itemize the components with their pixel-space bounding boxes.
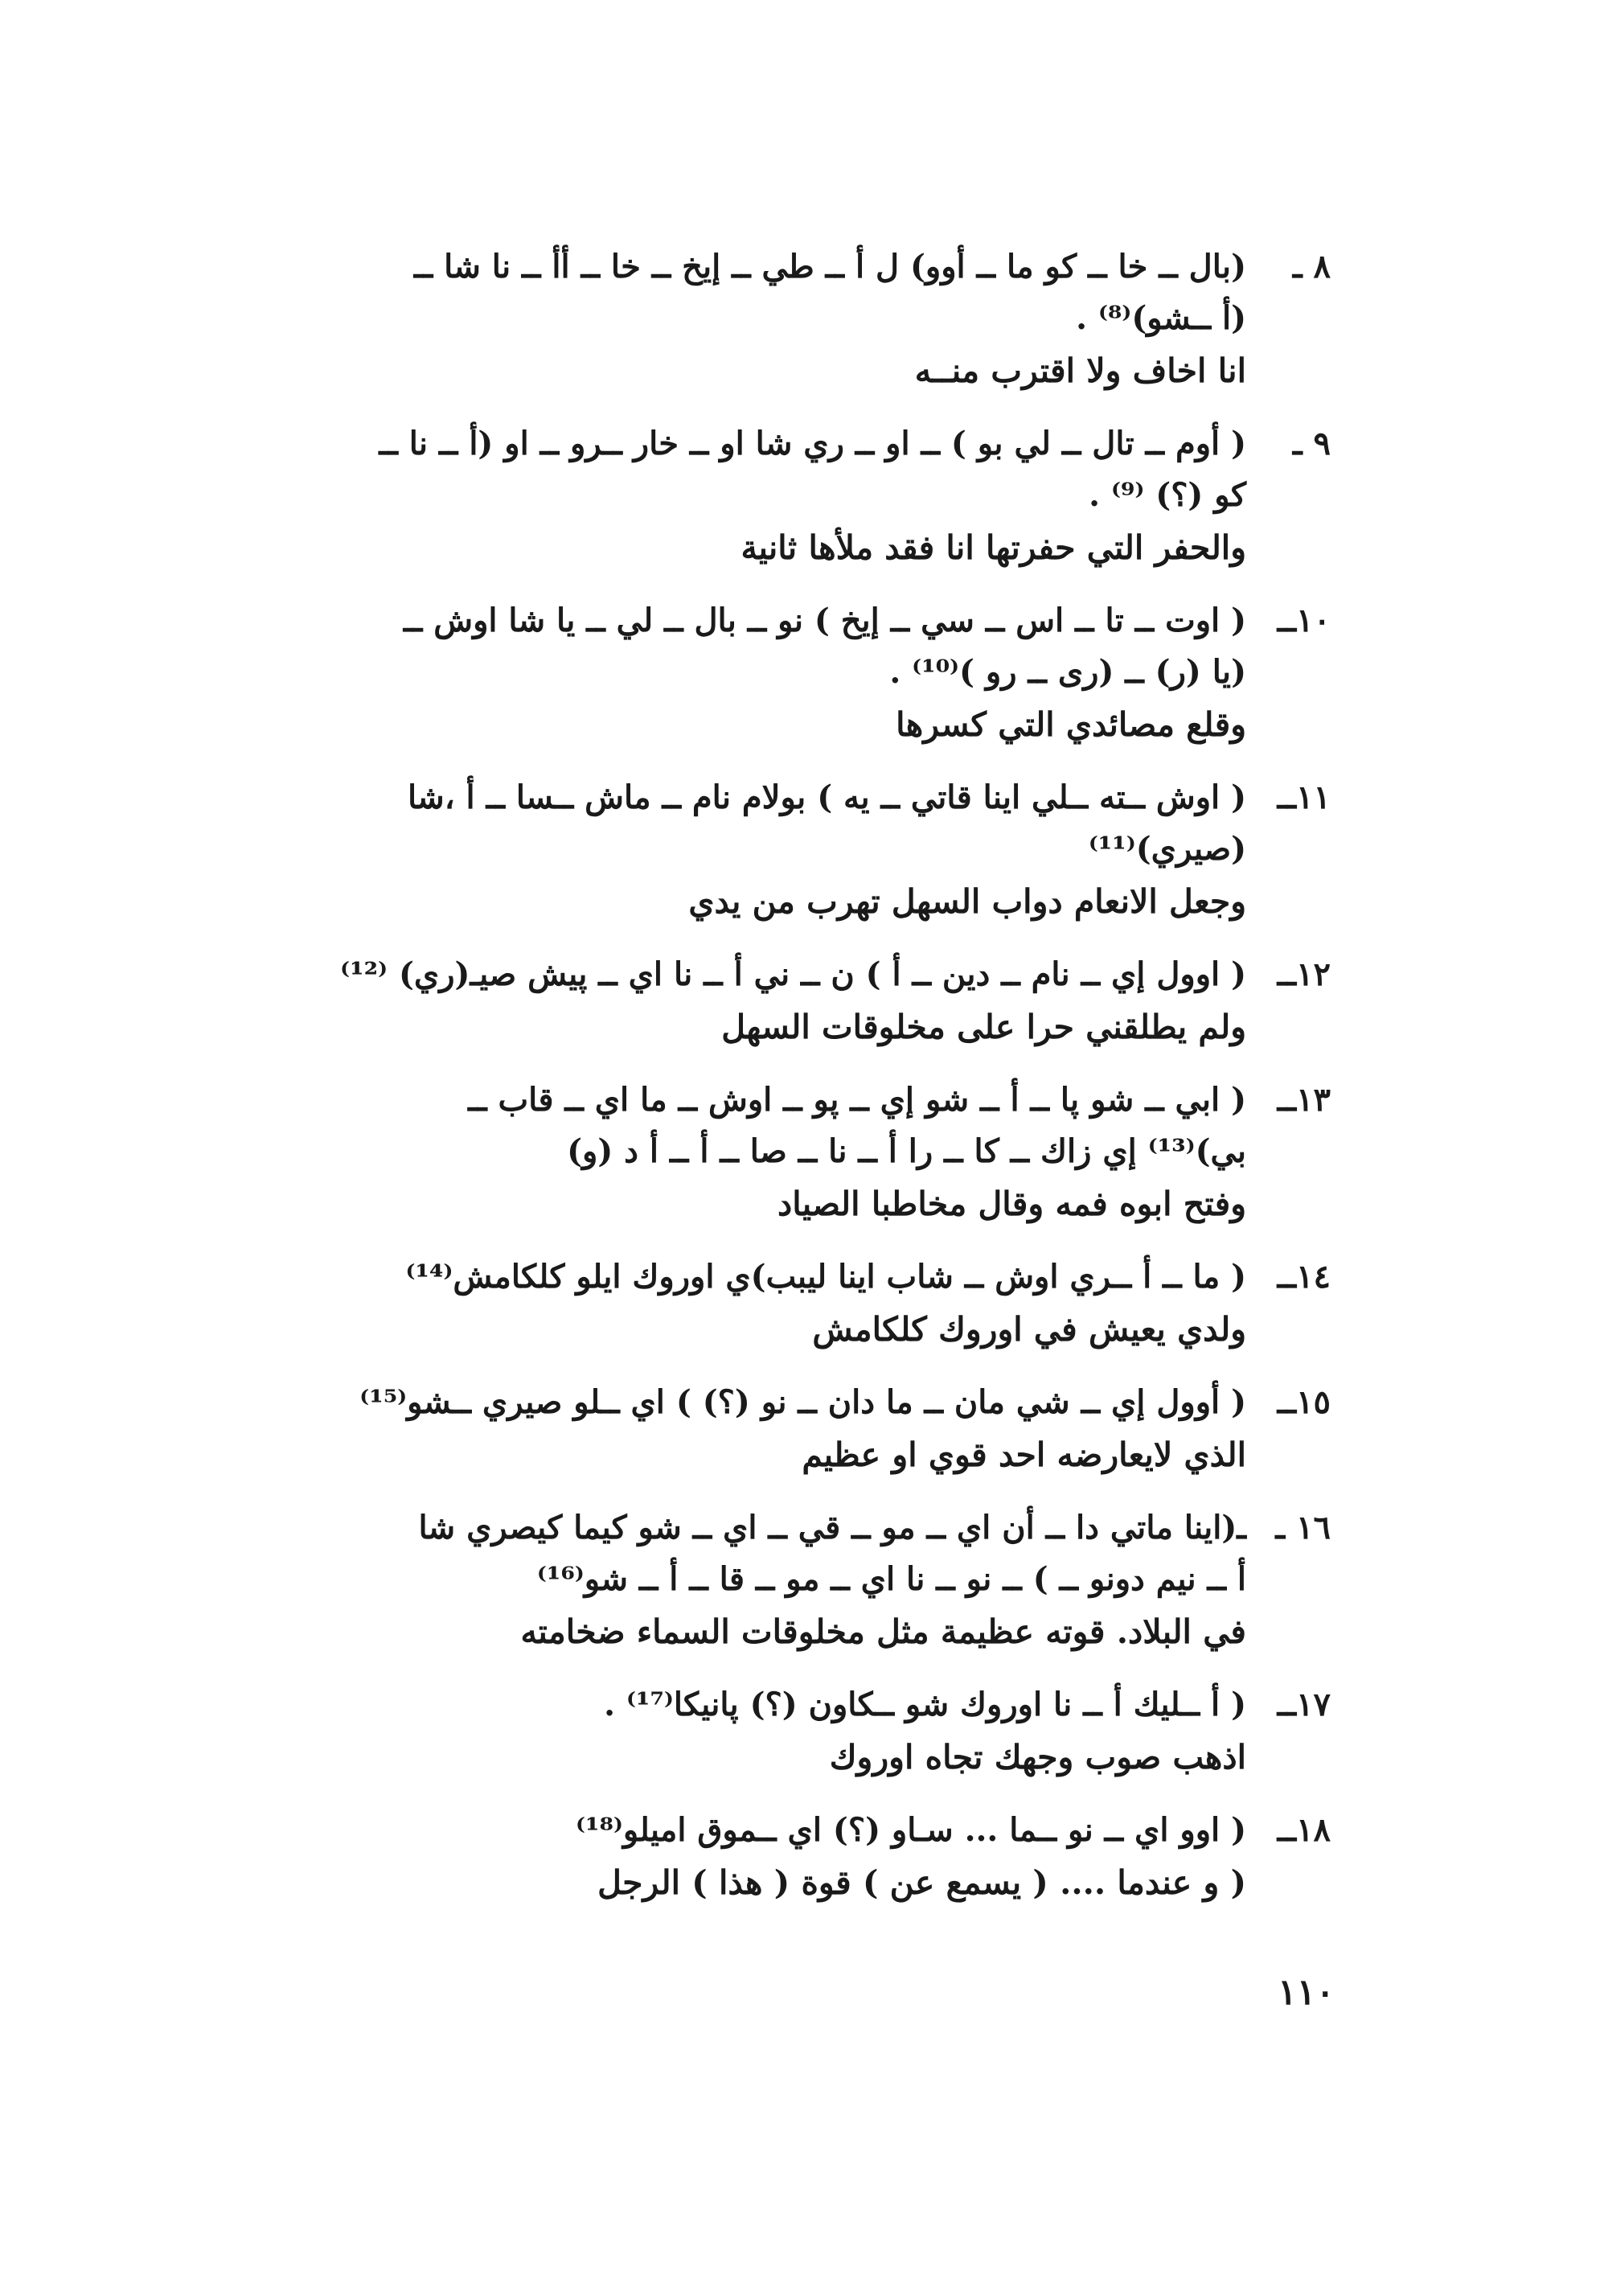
translation: وقلع مصائدي التي كسرها (896, 705, 1246, 744)
translation: ( و عندما .... ( يسمع عن ) قوة ( هذا ) الرجل (597, 1863, 1246, 1902)
entry-line (285, 1679, 1331, 1731)
transliteration: ( أوول إي ــ شي مان ــ ما دان ــ نو (؟) ) اي ــلو صيري ــشو⁽¹⁵⁾ (359, 1383, 1246, 1421)
entry-13 (285, 1074, 1331, 1230)
transliteration: ( ابي ــ شو پا ــ أ ــ شو إي ــ پو ــ اوش ــ ما اي ــ قاب ــ (468, 1081, 1246, 1119)
entry-number: ١٦ ـ (1275, 1509, 1331, 1546)
entry-line (285, 241, 1331, 293)
entry-number: ١٤ــ (1277, 1258, 1331, 1296)
transliteration-continuation: بي)⁽¹³⁾ إي زاك ــ كا ــ را أ ــ نا ــ صا ــ أ ــ أ د (و) (567, 1132, 1246, 1170)
transliteration-continuation: (صيري)⁽¹¹⁾ (1088, 830, 1246, 868)
entry-number: ١٣ــ (1277, 1081, 1331, 1119)
text-block (285, 241, 1331, 1930)
entry-number: ٩ ـ (1292, 425, 1331, 462)
translation: انا اخاف ولا اقترب منــه (914, 351, 1246, 390)
entry-11 (285, 772, 1331, 928)
page-number: ١١٠ (1278, 1972, 1335, 2013)
entry-line (285, 1805, 1331, 1856)
transliteration: ( اوش ــته ــلي اينا قاتي ــ يه ) بولام نام ــ ماش ــسا ــ أ ،شا (407, 778, 1246, 816)
translation: في البلاد. قوته عظيمة مثل مخلوقات السماء ضخامته (520, 1612, 1246, 1651)
transliteration: ( ما ــ أ ــري اوش ــ شاب اينا ليبب)ي اوروك ايلو كلكامش⁽¹⁴⁾ (405, 1258, 1246, 1296)
entry-number: ١١ــ (1277, 778, 1331, 816)
entry-line (285, 1074, 1331, 1126)
transliteration: ـ(اينا ماتي دا ــ أن اي ــ مو ــ قي ــ اي ــ شو كيما كيصري شا (418, 1509, 1246, 1546)
transliteration-continuation: أ ــ نيم دونو ــ ) ــ نو ــ نا اي ــ مو ــ قا ــ أ ــ شو⁽¹⁶⁾ (536, 1560, 1246, 1598)
transliteration: ( اوت ــ تا ــ اس ــ سي ــ إيخ ) نو ــ بال ــ لي ــ يا شا اوش ــ (403, 602, 1246, 639)
entry-16 (285, 1502, 1331, 1658)
entry-18 (285, 1805, 1331, 1909)
transliteration: ( أ ــليك أ ــ نا اوروك شو ــكاون (؟) پانيكا⁽¹⁷⁾ . (604, 1686, 1246, 1723)
entry-line (285, 1251, 1331, 1303)
translation: ولم يطلقني حرا على مخلوقات السهل (721, 1008, 1246, 1046)
transliteration: ( أوم ــ تال ــ لي بو ) ــ او ــ ري شا او ــ خار ــرو ــ او (أ ــ نا ــ (379, 425, 1246, 462)
entry-line (285, 595, 1331, 647)
entry-line (285, 1377, 1331, 1428)
entry-number: ١٧ــ (1277, 1686, 1331, 1723)
entry-17 (285, 1679, 1331, 1784)
translation: ولدي يعيش في اوروك كلكامش (812, 1310, 1246, 1349)
translation: وجعل الانعام دواب السهل تهرب من يدي (688, 882, 1246, 921)
entry-line (285, 949, 1331, 1000)
entry-number: ٨ ـ (1292, 248, 1331, 285)
translation: اذهب صوب وجهك تجاه اوروك (829, 1738, 1246, 1776)
translation: الذي لايعارضه احد قوي او عظيم (802, 1436, 1246, 1474)
transliteration: ( اوول إي ــ نام ــ دين ــ أ ) ن ــ ني أ ــ نا اي ــ پيش صيـ(ري) ⁽¹²⁾ (340, 955, 1246, 993)
entry-line (285, 418, 1331, 470)
entry-15 (285, 1377, 1331, 1481)
entry-12 (285, 949, 1331, 1054)
translation: والحفر التي حفرتها انا فقد ملأها ثانية (741, 528, 1246, 567)
entry-number: ١٨ــ (1277, 1811, 1331, 1849)
transliteration-continuation: كو (؟) ⁽⁹⁾ . (1089, 476, 1246, 514)
transliteration-continuation: (يا (ر) ــ (رى ــ رو )⁽¹⁰⁾ . (889, 653, 1246, 691)
entry-number: ١٢ــ (1277, 955, 1331, 993)
entry-number: ١٠ــ (1277, 602, 1331, 639)
entry-10 (285, 595, 1331, 751)
entry-8 (285, 241, 1331, 397)
entry-number: ١٥ــ (1277, 1383, 1331, 1421)
entry-line (285, 1502, 1331, 1554)
transliteration: (بال ــ خا ــ كو ما ــ أوو) ل أ ــ طي ــ إيخ ــ خا ــ أأ ــ نا شا ــ (413, 248, 1246, 285)
entry-14 (285, 1251, 1331, 1356)
transliteration: ( اوو اي ــ نو ــما ... سـاو (؟) اي ــموق اميلو⁽¹⁸⁾ (576, 1811, 1246, 1849)
translation: وفتح ابوه فمه وقال مخاطبا الصياد (777, 1185, 1246, 1223)
entry-9 (285, 418, 1331, 574)
transliteration-continuation: (أ ــشو)⁽⁸⁾ . (1076, 299, 1246, 337)
entry-line (285, 772, 1331, 824)
